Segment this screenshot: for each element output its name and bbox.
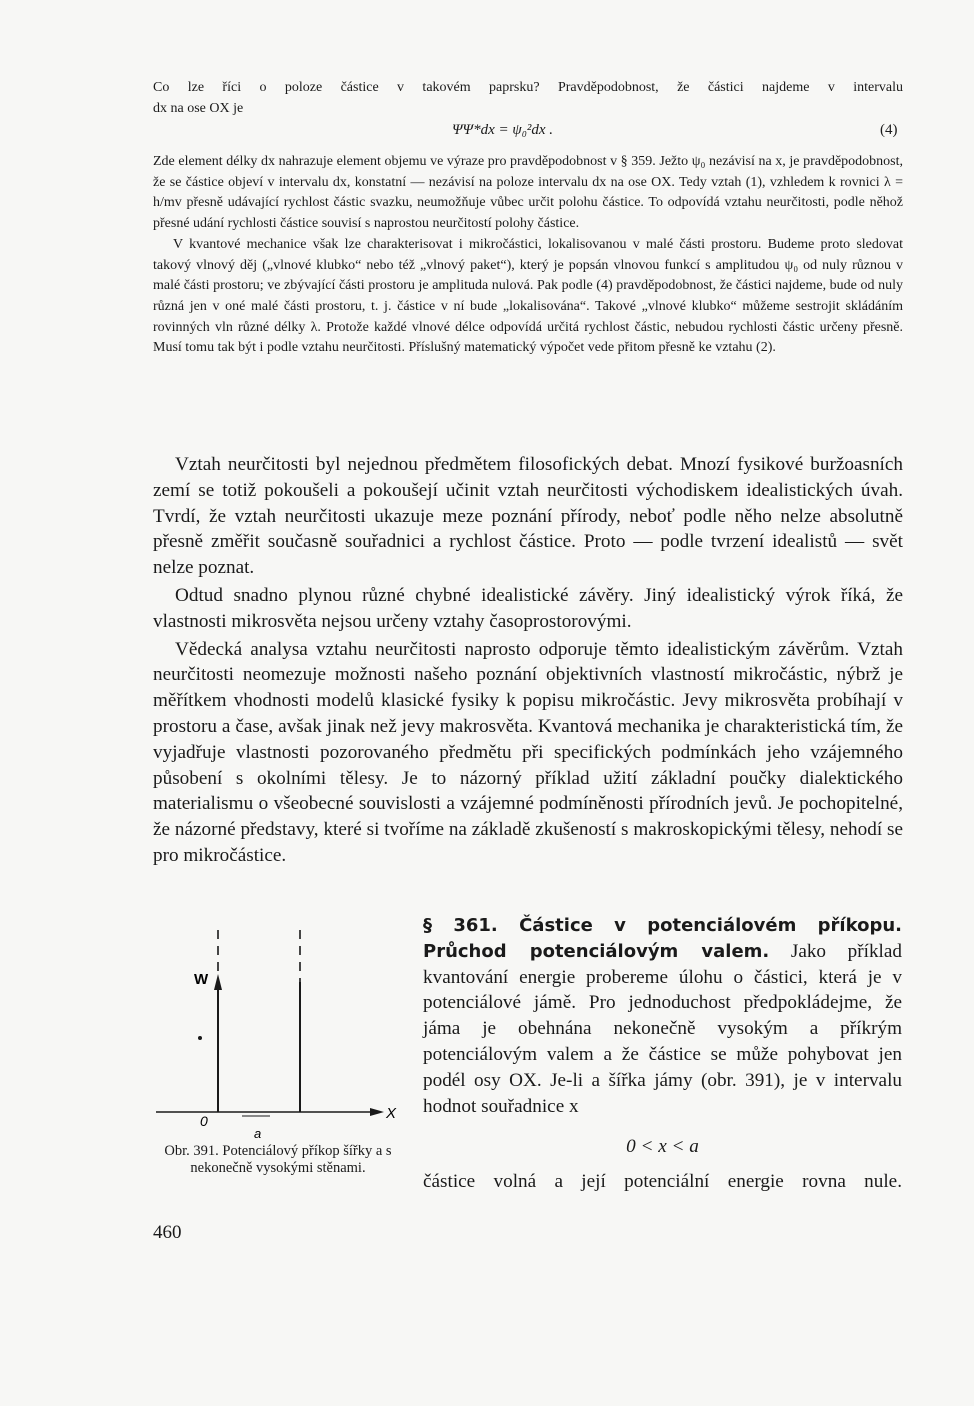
small-paragraph-2: V kvantové mechanice však lze charakterisovat i mikročástici, lokalisovanou v malé části prostoru. Budeme proto sledovat takový vlnový děj („vlnové klubko“ nebo též „vlnový paket“), který je popsán vlnovou funkcí s amplitudou ψ₀ od nuly různou v malé části prostoru; ve zbývající části prostoru je amplituda nulová. Pak podle (4) pravděpodobnost, že částici najdeme, bude od nuly různá jen v oné malé části prostoru, t. j. částice v ní bude „lokalisována“. Takové „vlnové klubko“ můžeme sestrojit skládáním rovinných vln různé délky λ. Protože každé vlnové délce odpovídá určitá rychlost částic, nebudou rychlosti částic určeny přesně. Musí tomu tak být i podle vztahu neurčitosti. Příslušný matematický výpočet vede přitom přesně ke vztahu (2). (153, 236, 903, 356)
dot-mark (198, 1036, 202, 1040)
main-paragraph-3: Vědecká analysa vztahu neurčitosti naprosto odporuje těmto idealistickým závěrům. Vztah neurčitosti neomezuje možnosti našeho poznání objektivních vlastností mikročástic, nýbrž je měřítkem vhodnosti modelů klasické fysiky k popisu mikročástic. Jevy mikrosvěta probíhají v prostoru a čase, avšak jinak než jevy makrosvěta. Kvantová mechanika je charakteristická tím, že vyjadřuje vlastnosti pozorovaného předmětu při specifických podmínkách jeho vzájemného působení s okolními tělesy. Je to názorný příklad užití základní poučky dialektického materialismu o všeobecné souvislosti a vzájemné podmíněnosti přírodních jevů. Je pochopitelné, že názorné představy, které si tvoříme na základě zkušeností s makroskopickými tělesy, nehodí se pro mikročástice. (153, 638, 903, 866)
section-361 (423, 913, 902, 1119)
w-axis-label: W (194, 971, 209, 988)
main-paragraph-2: Odtud snadno plynou různé chybné idealistické závěry. Jiný idealistický výrok říká, že vlastnosti mikrosvěta nejsou určeny vztahy časoprostorovými. (153, 584, 903, 632)
section-last-line: částice volná a její potenciální energie rovna nule. (423, 1171, 902, 1192)
section-body: Jako příklad kvantování energie probereme úlohu o částici, která je v potenciálové jámě. Pro jednoduchost předpokládejme, že jáma je obehnána nekonečně vysokým a příkrým potenciálovým valem a že částice se může pohybovat jen podél osy OX. Je-li a šířka jámy (obr. 391), je v intervalu hodnot souřadnice x (423, 940, 902, 1117)
page-number: 460 (153, 1222, 182, 1243)
section-heading: § 361. Částice v potenciálovém příkopu. Průchod potenciálovým valem. (423, 915, 902, 962)
equation-4-number: (4) (880, 122, 898, 138)
potential-well-figure (150, 922, 410, 1142)
intro-line-2: dx na ose OX je (153, 100, 244, 116)
x-axis-label: X (386, 1105, 397, 1122)
intro-line-1: Co lze říci o poloze částice v takovém paprsku? Pravděpodobnost, že částici najdeme v intervalu (153, 80, 903, 95)
inequality: 0 < x < a (626, 1136, 699, 1157)
figure-caption: Obr. 391. Potenciálový příkop šířky a s nekonečně vysokými stěnami. (164, 1143, 392, 1176)
x-axis-arrow (370, 1108, 384, 1116)
small-paragraphs (153, 152, 903, 359)
origin-label: 0 (200, 1113, 208, 1129)
main-paragraphs (153, 452, 903, 871)
a-label: a (254, 1126, 262, 1141)
main-paragraph-1: Vztah neurčitosti byl nejednou předmětem filosofických debat. Mnozí fysikové buržoasních zemí se totiž pokoušeli a pokoušejí učinit vztah neurčitosti východiskem idealistických úvah. Tvrdí, že vztah neurčitosti ukazuje meze poznání přírody, neboť podle něho nelze absolutně přesně změřit současně souřadnici a rychlost částice. Proto — podle tvrzení idealistů — svět nelze poznat. (153, 454, 903, 579)
equation-4: ΨΨ*dx = ψ₀²dx . (452, 122, 554, 138)
intro-text (153, 78, 903, 119)
small-paragraph-1: Zde element délky dx nahrazuje element objemu ve výraze pro pravděpodobnost v § 359. Ježto ψ₀ nezávisí na x, je pravděpodobnost, že se částice objeví v intervalu dx, konstatní — nezávisí na poloze intervalu dx na ose OX. Tedy vztah (1), vzhledem k rovnici λ = h/mv přesně udávající rychlost částic svazku, neumožňuje vůbec určit polohu částice. To odpovídá vztahu neurčitosti, podle něhož přesné udání rychlosti částice souvisí s naprostou neurčitostí polohy částice. (153, 154, 903, 232)
